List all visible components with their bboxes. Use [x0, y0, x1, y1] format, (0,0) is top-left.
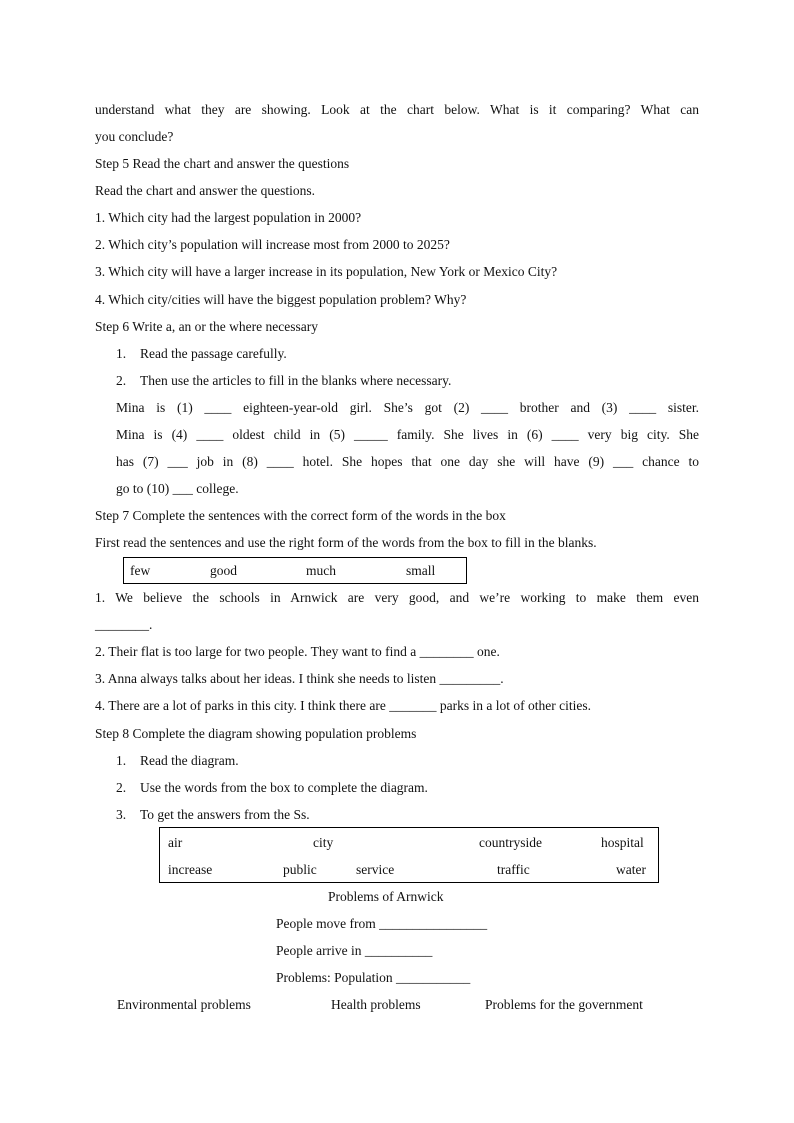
step6-item-1-num: 1. — [116, 346, 127, 361]
intro-line-2: you conclude? — [95, 129, 174, 144]
diagram-category-environmental: Environmental problems — [117, 997, 251, 1012]
word-box-word: public — [283, 862, 317, 877]
step8-item-3-text: To get the answers from the Ss. — [140, 807, 310, 822]
diagram-title: Problems of Arnwick — [328, 889, 444, 904]
word-box-word: air — [168, 835, 183, 850]
diagram-problems: Problems: Population ___________ — [276, 970, 471, 985]
step6-passage-line-3: has (7) ___ job in (8) ____ hotel. She hopes that one day she will have (9) ___ chance to — [116, 454, 699, 469]
step8-item-3-num: 3. — [116, 807, 127, 822]
step6-item-2-num: 2. — [116, 373, 127, 388]
step5-question-4: 4. Which city/cities will have the biggest population problem? Why? — [95, 292, 467, 307]
word-box-step7 — [123, 557, 467, 584]
step5-instruction: Read the chart and answer the questions. — [95, 183, 316, 198]
word-box-word: good — [210, 563, 237, 578]
step7-sentence-1: 1. We believe the schools in Arnwick are very good, and we’re working to make them even — [95, 590, 699, 605]
step8-item-1-text: Read the diagram. — [140, 753, 239, 768]
diagram-arrive-in: People arrive in __________ — [276, 943, 433, 958]
step6-passage-line-4: go to (10) ___ college. — [116, 481, 239, 496]
word-box-word: hospital — [601, 835, 644, 850]
step7-sentence-3: 3. Anna always talks about her ideas. I think she needs to listen _________. — [95, 671, 504, 686]
step5-question-3: 3. Which city will have a larger increase in its population, New York or Mexico City? — [95, 264, 558, 279]
step7-instruction: First read the sentences and use the right form of the words from the box to fill in the blanks. — [95, 535, 597, 550]
word-box-word: increase — [168, 862, 213, 877]
diagram-category-health: Health problems — [331, 997, 421, 1012]
diagram-category-government: Problems for the government — [485, 997, 643, 1012]
step8-item-2-text: Use the words from the box to complete the diagram. — [140, 780, 428, 795]
word-box-step8 — [159, 827, 659, 883]
step8-item-1-num: 1. — [116, 753, 127, 768]
step5-heading: Step 5 Read the chart and answer the questions — [95, 156, 350, 171]
word-box-word: countryside — [479, 835, 542, 850]
step6-passage-line-2: Mina is (4) ____ oldest child in (5) _____ family. She lives in (6) ____ very big city. She — [116, 427, 699, 442]
step6-item-2-text: Then use the articles to fill in the blanks where necessary. — [140, 373, 452, 388]
word-box-word: much — [306, 563, 336, 578]
diagram-move-from: People move from ________________ — [276, 916, 488, 931]
step7-sentence-4: 4. There are a lot of parks in this city. I think there are _______ parks in a lot of other cities. — [95, 698, 591, 713]
step6-heading: Step 6 Write a, an or the where necessary — [95, 319, 318, 334]
step5-question-1: 1. Which city had the largest population in 2000? — [95, 210, 362, 225]
word-box-word: small — [406, 563, 436, 578]
step8-heading: Step 8 Complete the diagram showing population problems — [95, 726, 417, 741]
step8-item-2-num: 2. — [116, 780, 127, 795]
word-box-word: traffic — [497, 862, 530, 877]
step6-item-1-text: Read the passage carefully. — [140, 346, 287, 361]
word-box-word: city — [313, 835, 334, 850]
step7-sentence-1-blank: ________. — [95, 617, 153, 632]
intro-line-1: understand what they are showing. Look at the chart below. What is it comparing? What can — [95, 102, 699, 117]
word-box-word: few — [130, 563, 151, 578]
word-box-word: service — [356, 862, 395, 877]
step6-passage-line-1: Mina is (1) ____ eighteen-year-old girl. She’s got (2) ____ brother and (3) ____ sister. — [116, 400, 699, 415]
step5-question-2: 2. Which city’s population will increase most from 2000 to 2025? — [95, 237, 450, 252]
step7-heading: Step 7 Complete the sentences with the correct form of the words in the box — [95, 508, 506, 523]
word-box-word: water — [616, 862, 646, 877]
step7-sentence-2: 2. Their flat is too large for two people. They want to find a ________ one. — [95, 644, 500, 659]
